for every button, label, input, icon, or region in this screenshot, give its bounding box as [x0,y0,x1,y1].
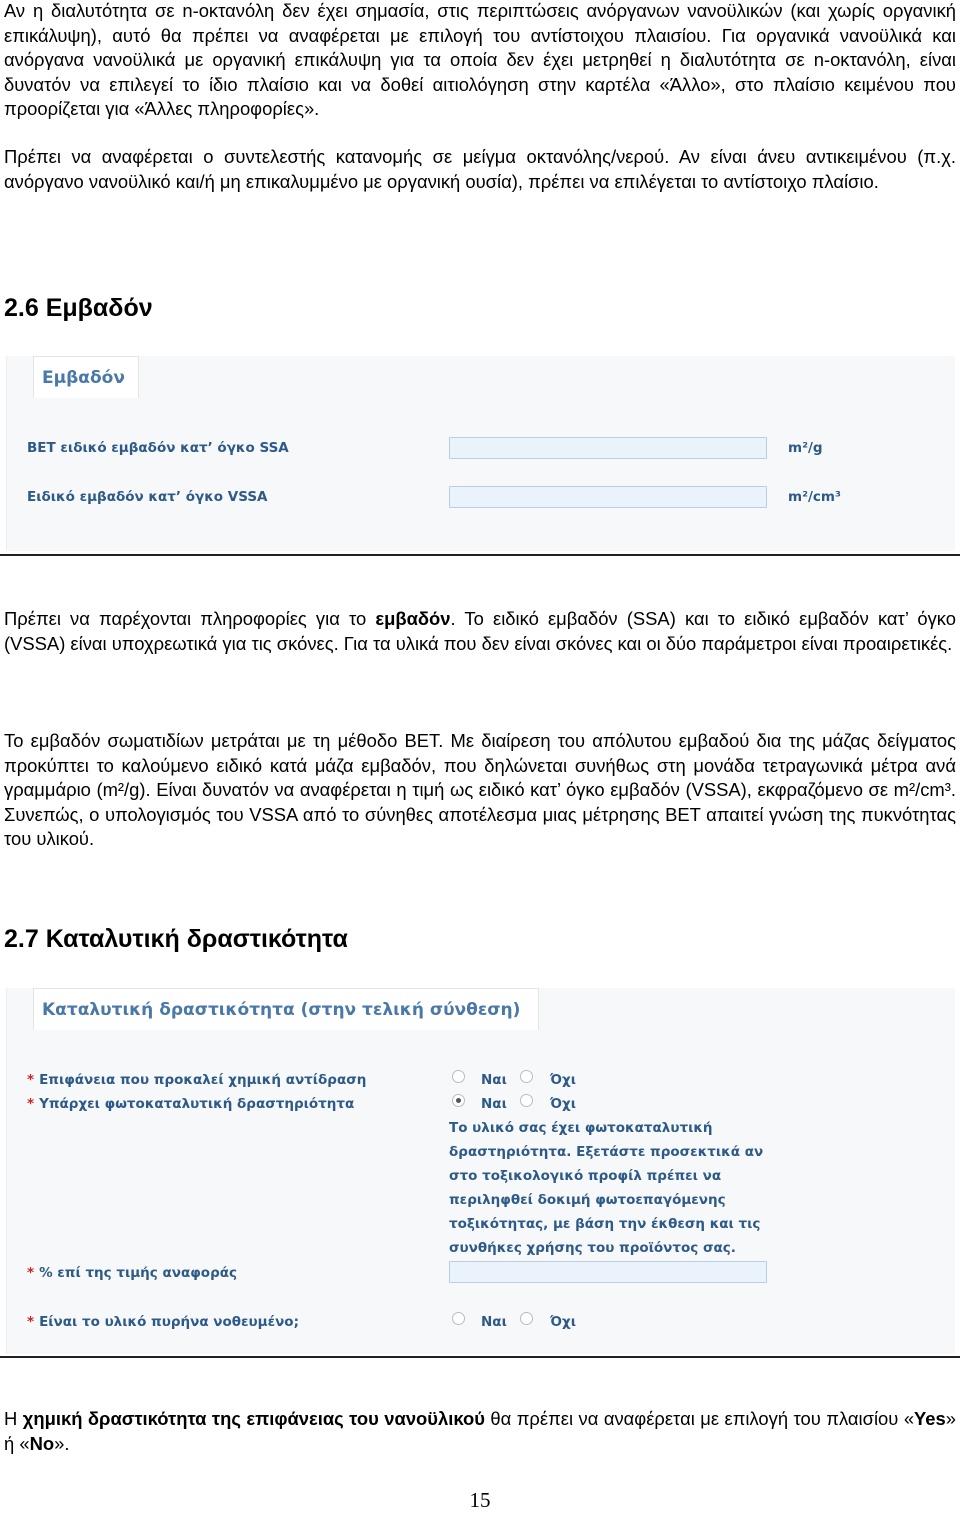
catalytic-activity-panel-rule [0,1356,960,1358]
catalytic-paragraph-text-c: » ή « [4,1408,956,1454]
core-doped-label [27,1314,299,1330]
ssa-unit: m²/g [788,440,823,456]
ssa-input[interactable] [449,437,767,459]
vssa-input[interactable] [449,486,767,508]
ssa-label: BET ειδικό εμβαδόν κατ’ όγκο SSA [27,440,289,456]
core-doped-no-label: Όχι [550,1314,576,1330]
core-doped-yes-label: Ναι [481,1314,507,1330]
section-heading-surface-area: 2.6 Εμβαδόν [4,294,153,322]
surface-area-paragraph-1-text-a: Πρέπει να παρέχονται πληροφορίες για το [4,608,376,629]
catalytic-activity-panel-tab[interactable]: Καταλυτική δραστικότητα (στην τελική σύνθεση) [33,988,539,1030]
core-doped-label-text: Είναι το υλικό πυρήνα νοθευμένο; [39,1314,299,1330]
reactive-surface-no-radio[interactable] [520,1070,533,1083]
reference-percent-label-text: % επί της τιμής αναφοράς [39,1265,238,1281]
photocatalytic-yes-label: Ναι [481,1096,507,1112]
catalytic-activity-panel [6,988,955,1354]
surface-area-paragraph-2: Το εμβαδόν σωματιδίων μετράται με τη μέθοδο BET. Με διαίρεση του απόλυτου εμβαδού δια της μάζας δείγματος προκύπτει το καλούμενο ειδικό κατά μάζα εμβαδόν, που δηλώνεται συνήθως στη μονάδα τετραγωνικά μέτρα ανά γραμμάριο (m²/g). Είναι δυνατόν να αναφέρεται η τιμή ως ειδικό κατ’ όγκο εμβαδόν (VSSA), εκφραζόμενο σε m²/cm³. Συνεπώς, ο υπολογισμός του VSSA από το σύνηθες αποτέλεσμα μιας μέτρησης BET απαιτεί γνώση της πυκνότητας του υλικού. [4,730,956,849]
core-doped-no-radio[interactable] [520,1312,533,1325]
surface-area-paragraph-1 [4,607,956,656]
vssa-label: Ειδικό εμβαδόν κατ’ όγκο VSSA [27,489,268,505]
reactive-surface-yes-label: Ναι [481,1072,507,1088]
reactive-surface-yes-radio[interactable] [452,1070,465,1083]
section-heading-catalytic-activity: 2.7 Καταλυτική δραστικότητα [4,925,348,953]
required-mark: * [27,1072,35,1088]
required-mark: * [27,1265,35,1281]
reference-percent-input[interactable] [449,1261,767,1283]
surface-area-panel [6,356,955,551]
surface-area-panel-rule [0,554,960,556]
catalytic-activity-paragraph [4,1407,956,1456]
reactive-surface-no-label: Όχι [550,1072,576,1088]
surface-area-paragraph-1-text-b: . Το ειδικό εμβαδόν (SSA) και το ειδικό εμβαδόν κατ’ όγκο (VSSA) είναι υποχρεωτικά για τις σκόνες. Για τα υλικά που δεν είναι σκόνες και οι δύο παράμετροι είναι προαιρετικές. [4,608,956,654]
required-mark: * [27,1096,35,1112]
surface-area-panel-tab[interactable]: Εμβαδόν [33,356,139,398]
page-number: 15 [469,1488,491,1512]
intro-paragraph-1: Αν η διαλυτότητα σε n-οκτανόλη δεν έχει σημασία, στις περιπτώσεις ανόργανων νανοϋλικών (και χωρίς οργανική επικάλυψη), αυτό θα πρέπει να αναφέρεται με επιλογή του αντίστοιχου πλαισίου. Για οργανικά νανοϋλικά και ανόργανα νανοϋλικά με οργανική επικάλυψη για τα οποία δεν έχει μετρηθεί η διαλυτότητα σε n-οκτανόλη, είναι δυνατόν να επιλεγεί το ίδιο πλαίσιο και να δοθεί αιτιολόγηση στην καρτέλα «Άλλο», στο πλαίσιο κειμένου που προορίζεται για «Άλλες πληροφορίες». [4,0,956,119]
required-mark: * [27,1314,35,1330]
core-doped-yes-radio[interactable] [452,1312,465,1325]
catalytic-paragraph-no: No [29,1432,55,1454]
catalytic-paragraph-bold: χημική δραστικότητα της επιφάνειας του νανοϋλικού [22,1408,485,1429]
catalytic-paragraph-text-a: Η [4,1408,23,1429]
photocatalytic-label [27,1096,354,1112]
photocatalytic-no-radio[interactable] [520,1094,533,1107]
photocatalytic-label-text: Υπάρχει φωτοκαταλυτική δραστηριότητα [39,1096,355,1112]
surface-area-paragraph-1-bold: εμβαδόν [375,608,451,629]
photocatalytic-no-label: Όχι [550,1096,576,1112]
photocatalytic-help-text: Το υλικό σας έχει φωτοκαταλυτική δραστηριότητα. Εξετάστε προσεκτικά αν στο τοξικολογικό προφίλ πρέπει να περιληφθεί δοκιμή φωτοεπαγόμενης τοξικότητας, με βάση την έκθεση και τις συνθήκες χρήσης του προϊόντος σας. [449,1120,764,1256]
catalytic-paragraph-yes: Yes [914,1408,946,1429]
vssa-unit: m²/cm³ [788,489,841,505]
reactive-surface-label-text: Επιφάνεια που προκαλεί χημική αντίδραση [39,1072,367,1088]
reactive-surface-label [27,1072,366,1088]
catalytic-paragraph-text-d: ». [54,1432,70,1454]
intro-paragraph-2: Πρέπει να αναφέρεται ο συντελεστής κατανομής σε μείγμα οκτανόλης/νερού. Αν είναι άνευ αντικειμένου (π.χ. ανόργανο νανοϋλικό και/ή μη επικαλυμμένο με οργανική ουσία), πρέπει να επιλέγεται το αντίστοιχο πλαίσιο. [4,146,956,192]
catalytic-paragraph-text-b: θα πρέπει να αναφέρεται με επιλογή του πλαισίου « [484,1408,915,1429]
reference-percent-label [27,1265,237,1281]
photocatalytic-yes-radio[interactable] [452,1094,465,1107]
